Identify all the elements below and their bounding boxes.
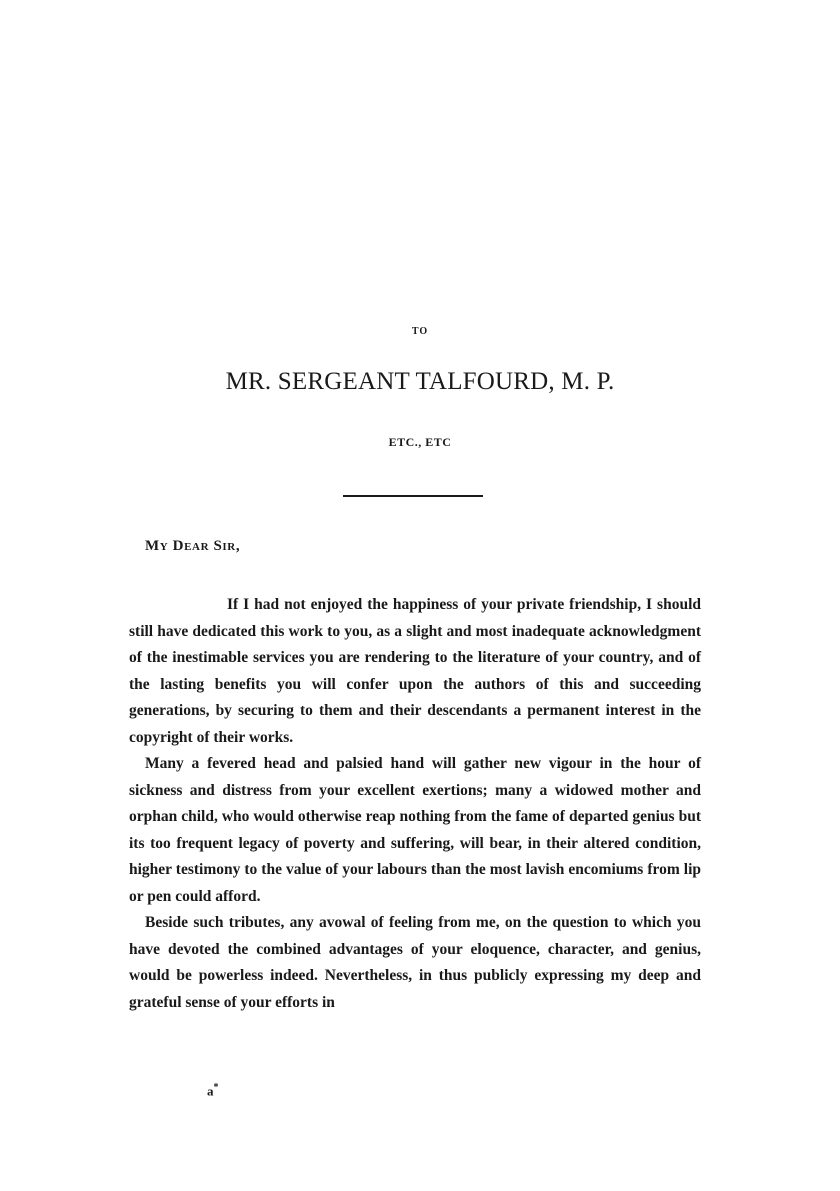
dedication-to: TO	[411, 326, 429, 337]
signature-mark	[207, 1082, 219, 1099]
dedicatee-etc: ETC., ETC	[388, 435, 452, 449]
letter-body	[129, 592, 701, 1016]
dedicatee-name: MR. SERGEANT TALFOURD, M. P.	[225, 368, 615, 395]
salutation: My Dear Sir,	[145, 538, 241, 554]
divider-rule	[343, 495, 483, 497]
paragraph-2: Many a fevered head and palsied hand will gather new vigour in the hour of sickness and distress from your excellent exertions; many a widowed mother and orphan child, who would otherwise reap nothing from the fame of departed genius but its too frequent legacy of poverty and suffering, will bear, in their altered condition, higher testimony to the value of your labours than the most lavish encomiums from lip or pen could afford.	[129, 755, 701, 905]
signature-star: *	[213, 1082, 219, 1093]
paragraph-3: Beside such tributes, any avowal of feeling from me, on the question to which you have devoted the combined advantages of your eloquence, character, and genius, would be powerless indeed. Nevertheless, in thus publicly expressing my deep and grateful sense of your efforts in	[129, 914, 701, 1011]
paragraph-1: If I had not enjoyed the happiness of your private friendship, I should still have dedicated this work to you, as a slight and most inadequate acknowledgment of the inestimable services you are rendering to the literature of your country, and of the lasting benefits you will confer upon the authors of this and succeeding generations, by securing to them and their descendants a permanent interest in the copyright of their works.	[129, 596, 701, 746]
signature-letter: a	[207, 1083, 214, 1099]
